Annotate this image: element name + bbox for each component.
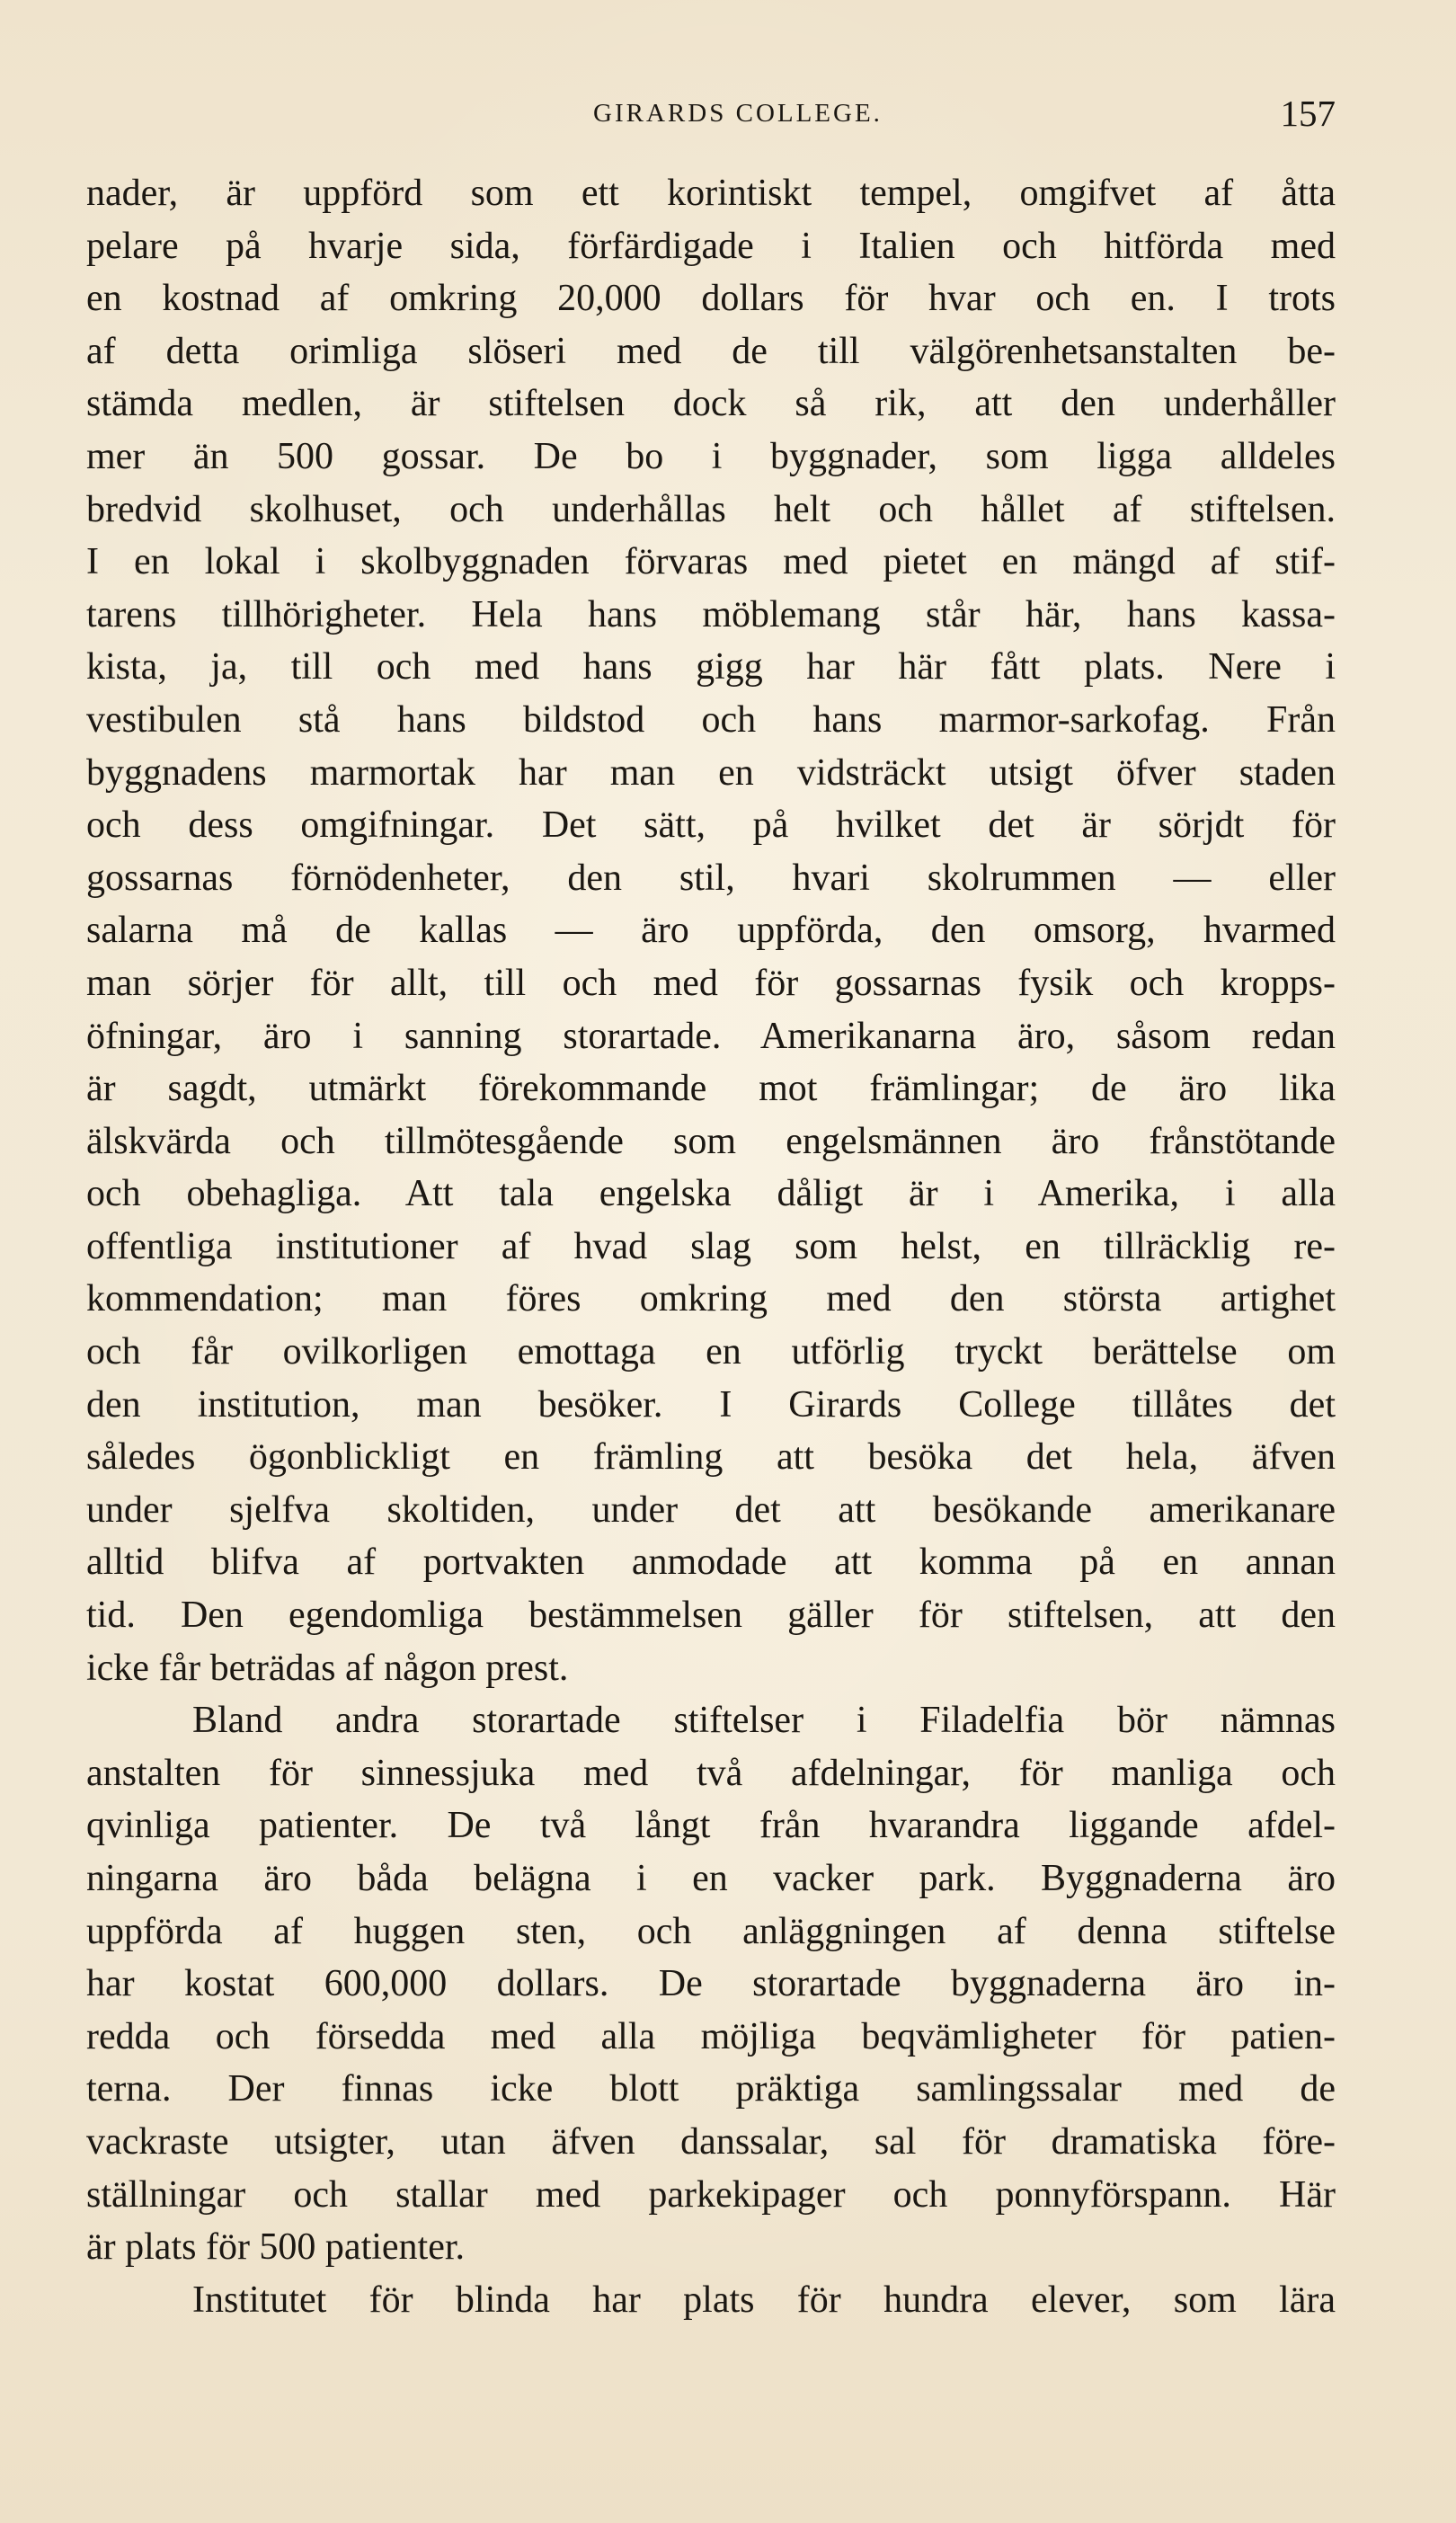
text-line: terna. Der finnas icke blott präktiga samlingssalar med de: [86, 2068, 1336, 2110]
text-line: en kostnad af omkring 20,000 dollars för hvar och en. I trots: [86, 278, 1336, 320]
text-line: qvinliga patienter. De två långt från hvarandra liggande afdel-: [86, 1805, 1336, 1847]
text-line: öfningar, äro i sanning storartade. Amerikanarna äro, såsom redan: [86, 1015, 1336, 1057]
text-line: ställningar och stallar med parkekipager och ponnyförspann. Här: [86, 2173, 1336, 2216]
text-line: stämda medlen, är stiftelsen dock så rik, att den underhåller: [86, 383, 1336, 425]
text-line: offentliga institutioner af hvad slag som helst, en tillräcklig re-: [86, 1225, 1336, 1267]
text-line: pelare på hvarje sida, förfärdigade i Italien och hitförda med: [86, 225, 1336, 267]
text-line: af detta orimliga slöseri med de till välgörenhetsanstalten be-: [86, 330, 1336, 372]
text-line: tarens tillhörigheter. Hela hans möblemang står här, hans kassa-: [86, 593, 1336, 635]
text-line: vackraste utsigter, utan äfven danssalar, sal för dramatiska före-: [86, 2120, 1336, 2163]
paragraph-end-line: icke får beträdas af någon prest.: [86, 1647, 569, 1689]
text-line: och dess omgifningar. Det sätt, på hvilket det är sörjdt för: [86, 804, 1336, 847]
text-body: [86, 167, 1336, 2326]
text-line: den institution, man besöker. I Girards College tillåtes det: [86, 1383, 1336, 1426]
text-line: uppförda af huggen sten, och anläggningen af denna stiftelse: [86, 1910, 1336, 1952]
text-line: ningarna äro båda belägna i en vacker park. Byggnaderna äro: [86, 1858, 1336, 1899]
text-line: gossarnas förnödenheter, den stil, hvari skolrummen — eller: [86, 857, 1336, 899]
text-line: nader, är uppförd som ett korintiskt tempel, omgifvet af åtta: [86, 173, 1336, 214]
text-line: kommendation; man föres omkring med den största artighet: [86, 1278, 1336, 1320]
text-line: således ögonblickligt en främling att besöka det hela, äfven: [86, 1436, 1336, 1479]
text-line: under sjelfva skoltiden, under det att besökande amerikanare: [86, 1488, 1336, 1531]
text-line: tid. Den egendomliga bestämmelsen gäller för stiftelsen, att den: [86, 1595, 1336, 1637]
text-line: älskvärda och tillmötesgående som engelsmännen äro frånstötande: [86, 1120, 1336, 1162]
text-line: och obehagliga. Att tala engelska dåligt är i Amerika, i alla: [86, 1173, 1336, 1215]
text-line: I en lokal i skolbyggnaden förvaras med pietet en mängd af stif-: [86, 541, 1336, 583]
text-line: salarna må de kallas — äro uppförda, den omsorg, hvarmed: [86, 910, 1336, 952]
text-line: har kostat 600,000 dollars. De storartade byggnaderna äro in-: [86, 1963, 1336, 2005]
paragraph-end-line: är plats för 500 patienter.: [86, 2226, 466, 2269]
text-line: vestibulen stå hans bildstod och hans marmor-sarkofag. Från: [86, 698, 1336, 741]
text-line: och får ovilkorligen emottaga en utförlig tryckt berättelse om: [86, 1331, 1336, 1373]
text-line: byggnadens marmortak har man en vidsträckt utsigt öfver staden: [86, 751, 1336, 794]
page-number: 157: [1280, 93, 1336, 134]
text-line: man sörjer för allt, till och med för gossarnas fysik och kropps-: [86, 962, 1336, 1004]
text-line: redda och försedda med alla möjliga beqvämligheter för patien-: [86, 2015, 1336, 2057]
paragraph-start-line: Bland andra storartade stiftelser i Filadelfia bör nämnas: [192, 1700, 1336, 1742]
paragraph-start-line: Institutet för blinda har plats för hundra elever, som lära: [192, 2279, 1336, 2321]
text-line: alltid blifva af portvakten anmodade att komma på en annan: [86, 1541, 1336, 1584]
text-line: anstalten för sinnessjuka med två afdelningar, för manliga och: [86, 1752, 1336, 1794]
text-line: är sagdt, utmärkt förekommande mot främlingar; de äro lika: [86, 1068, 1336, 1110]
running-head: [86, 90, 1336, 144]
text-line: kista, ja, till och med hans gigg har här fått plats. Nere i: [86, 646, 1336, 688]
text-line: bredvid skolhuset, och underhållas helt och hållet af stiftelsen.: [86, 488, 1336, 530]
running-title: GIRARDS COLLEGE.: [593, 99, 883, 128]
text-line: mer än 500 gossar. De bo i byggnader, som ligga alldeles: [86, 435, 1336, 477]
